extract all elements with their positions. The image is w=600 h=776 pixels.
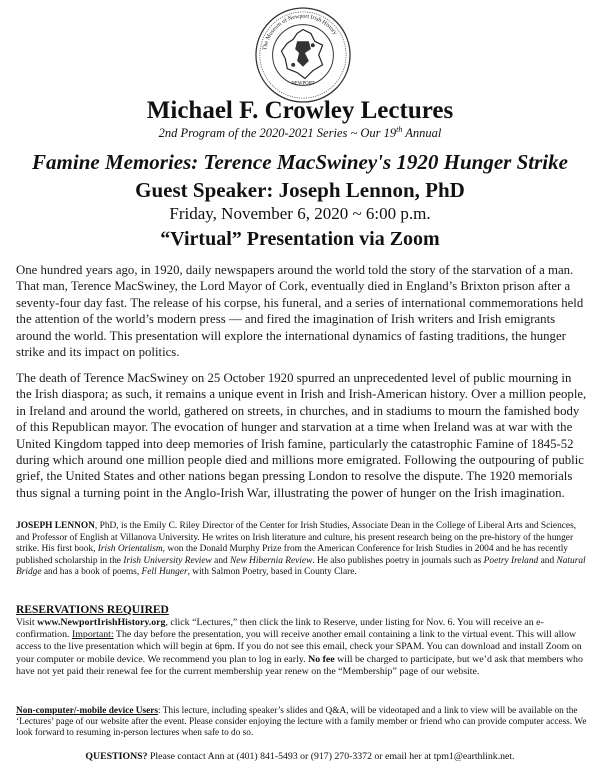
program-subtitle: 2nd Program of the 2020-2021 Series ~ Our 19th Annual xyxy=(158,125,442,141)
reservations-heading: RESERVATIONS REQUIRED xyxy=(16,604,169,616)
series-title: Michael F. Crowley Lectures xyxy=(146,97,454,124)
museum-seal-logo xyxy=(254,6,352,104)
description-paragraph-1: One hundred years ago, in 1920, daily newspapers around the world told the story of the starvation of a man. That man, Terence MacSwiney, the Lord Mayor of Cork, eventually died in England’s Brixton prison after a seventy-four day fast. The release of his corpse, his funeral, and a series of international commemorations held the attention of the world’s modern press — and fired the imagination of Irish writers and Irish emigrants around the world. This presentation will explore the international dynamics of fasting traditions, the hunger strike and its impact on politics. xyxy=(16,263,584,360)
website-link[interactable]: www.NewportIrishHistory.org xyxy=(37,617,166,628)
questions-contact: QUESTIONS? Please contact Ann at (401) 841-5493 or (917) 270-3372 or email her at tpm1@earthlink.net. xyxy=(85,751,515,762)
speaker-name: JOSEPH LENNON xyxy=(16,521,95,531)
speaker-bio: JOSEPH LENNON, PhD, is the Emily C. Riley Director of the Center for Irish Studies, Associate Dean in the College of Liberal Arts and Sciences, and Professor of English at Villanova University. He writes on Irish literature and culture, his present research being on the pre-history of the hunger strike. His first book, Irish Orientalism, won the Donald Murphy Prize from the American Conference for Irish Studies in 2004 and he has recently published scholarship in the Irish University Review and New Hibernia Review. He also publishes poetry in journals such as Poetry Ireland and Natural Bridge and has a book of poems, Fell Hunger, with Salmon Poetry, based in County Clare. xyxy=(16,521,586,578)
guest-speaker: Guest Speaker: Joseph Lennon, PhD xyxy=(135,178,465,202)
reservations-text: Visit www.NewportIrishHistory.org, click “Lectures,” then click the link to Reserve, under listing for Nov. 6. You will receive an e-confirmation. Important: The day before the presentation, you will receive another email containing a link to the virtual event. This will allow access to the live presentation which will begin at 6pm. If you do not see this email, check your SPAM. You can download and install Zoom on your computer or mobile device. We recommend you plan to log in early. No fee will be charged to participate, but we’d ask that members who have not yet paid their renewal fee for the current membership year renew on the “Membership” page of our website. xyxy=(16,617,583,677)
seal-ring-text: The Museum of Newport Irish History xyxy=(262,13,338,51)
lecture-title: Famine Memories: Terence MacSwiney's 1920 Hunger Strike xyxy=(32,150,568,174)
event-date: Friday, November 6, 2020 ~ 6:00 p.m. xyxy=(169,204,431,223)
event-format: “Virtual” Presentation via Zoom xyxy=(160,228,440,250)
non-computer-users-note: Non-computer/-mobile device Users: This lecture, including speaker’s slides and Q&A, will be videotaped and a link to view will be available on the ‘Lectures’ page of our website after the event. Please consider enjoying the lecture with a family member or friend who can provide computer access. We look forward to resuming in-person lectures when safe to do so. xyxy=(16,706,587,739)
seal-center-text: NEWPORT xyxy=(291,81,315,87)
description-paragraph-2: The death of Terence MacSwiney on 25 October 1920 spurred an unprecedented level of public mourning in the Irish diaspora; as such, it remains a unique event in Irish and Irish-American history. Over a million people, in Ireland and around the world, gathered on streets, in churches, and in stadiums to mourn the famished body of this Republican mayor. The evocation of hunger and starvation at a time when Ireland was at war with the United Kingdom tapped into deep memories of Irish famine, particularly the catastrophic Famine of 1845-52 during which around one million people died and millions more emigrated. Following the outpouring of public grief, the United States and other nations began pressing London to resolve the dispute. The 1920 memorials thus signal a turning point in the Anglo-Irish War, illustrating the power of hunger on the Irish imagination. xyxy=(16,371,587,500)
